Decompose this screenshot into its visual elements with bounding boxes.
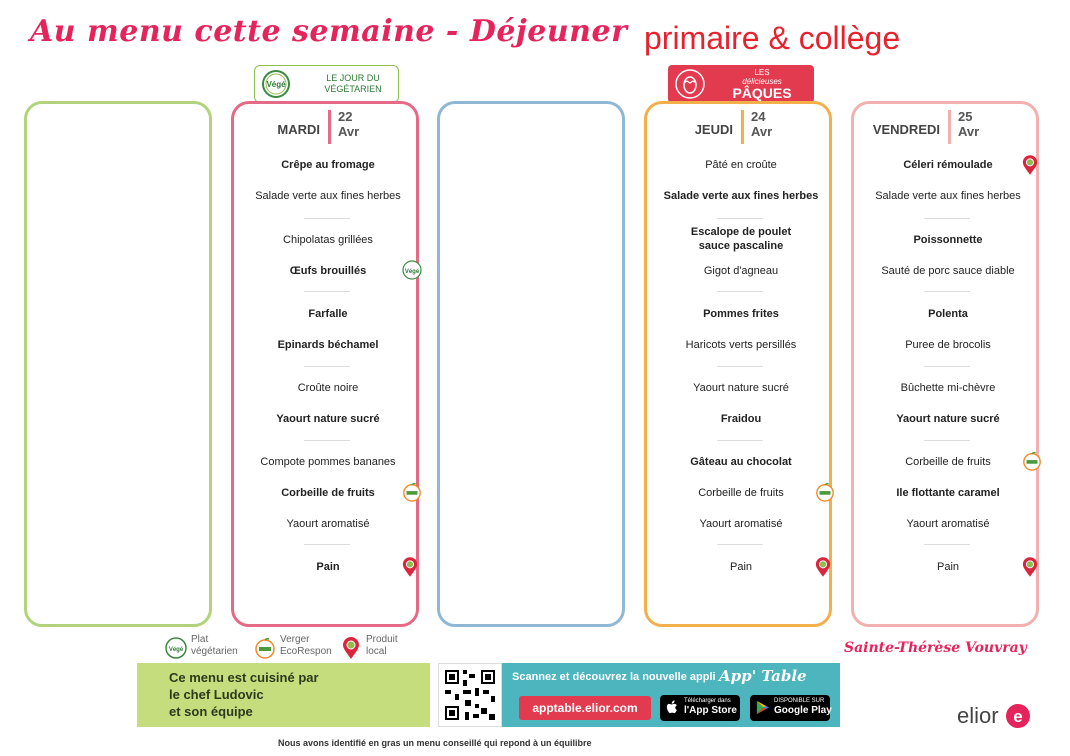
- day-name: JEUDI: [694, 122, 733, 137]
- menu-item: Céleri rémoulade: [903, 159, 993, 171]
- local-pin-icon: [815, 556, 833, 574]
- app-store-label: l'App Store: [684, 705, 737, 716]
- verger-icon: [815, 482, 833, 500]
- legend-verger-line2: EcoRespon: [280, 646, 332, 657]
- day-number: 24: [751, 109, 766, 124]
- menu-separator: [924, 440, 970, 441]
- menu-item: Bûchette mi-chèvre: [900, 382, 996, 394]
- day-divider: [328, 110, 331, 144]
- menu-item: Chipolatas grillées: [283, 234, 373, 246]
- svg-text:Végé: Végé: [404, 269, 420, 275]
- local-pin-icon: [1022, 556, 1040, 574]
- svg-text:e: e: [1012, 707, 1023, 726]
- menu-separator: [924, 366, 970, 367]
- legend-local-line2: local: [366, 646, 387, 657]
- menu-item: Pain: [729, 561, 753, 573]
- legend-vege-line1: Plat: [191, 634, 209, 645]
- day-column-2: [231, 101, 419, 627]
- menu-item: Farfalle: [308, 308, 348, 320]
- day-divider: [741, 110, 744, 144]
- menu-separator: [717, 440, 763, 441]
- day-date: [338, 109, 359, 139]
- menu-item: Pain: [316, 561, 340, 573]
- vege-logo-icon: [261, 69, 291, 99]
- vege-icon: [402, 260, 420, 278]
- easter-tab: [668, 65, 814, 103]
- menu-item: Salade verte aux fines herbes: [663, 190, 819, 202]
- vegetarian-day-line1: LE JOUR DU: [326, 73, 380, 83]
- google-play-icon: [755, 700, 770, 715]
- day-header: [234, 108, 416, 148]
- menu-item: Epinards béchamel: [277, 339, 379, 351]
- menu-item: Corbeille de fruits: [281, 487, 375, 499]
- page-subtitle: primaire & collège: [644, 20, 901, 56]
- easter-egg-icon: [674, 68, 706, 100]
- menu-item: Ile flottante caramel: [896, 487, 1000, 499]
- menu-item: Puree de brocolis: [905, 339, 991, 351]
- menu-item: Salade verte aux fines herbes: [255, 190, 401, 202]
- day-date: [751, 109, 772, 139]
- menu-item: Pâté en croûte: [705, 159, 777, 171]
- google-play-button[interactable]: [750, 695, 830, 721]
- vegetarian-day-label: [311, 73, 395, 95]
- day-month: Avr: [751, 124, 773, 139]
- day-number: 22: [338, 109, 353, 124]
- menu-item: Corbeille de fruits: [905, 456, 991, 468]
- menu-item: Yaourt nature sucré: [693, 382, 789, 394]
- day-number: 25: [958, 109, 973, 124]
- legend-verger-line1: Verger: [280, 634, 310, 645]
- legend-vege-line2: végétarien: [191, 646, 238, 657]
- chef-line2: le chef Ludovic: [169, 687, 264, 702]
- menu-item: Yaourt aromatisé: [906, 518, 990, 530]
- vegetarian-day-line2: VÉGÉTARIEN: [324, 84, 382, 94]
- menu-separator: [304, 366, 350, 367]
- day-header: [647, 108, 829, 148]
- menu-item: Salade verte aux fines herbes: [875, 190, 1021, 202]
- day-name: MARDI: [277, 122, 320, 137]
- menu-item: Fraidou: [720, 413, 762, 425]
- menu-separator: [924, 291, 970, 292]
- menu-item: Yaourt aromatisé: [699, 518, 783, 530]
- apple-icon: [665, 700, 680, 715]
- easter-line2: délicieuses: [742, 77, 782, 86]
- page-title: Au menu cette semaine - Déjeuner: [30, 14, 628, 49]
- menu-separator: [304, 440, 350, 441]
- menu-separator: [717, 366, 763, 367]
- school-signature: Sainte-Thérèse Vouvray: [844, 640, 1027, 656]
- app-banner-text: Scannez et découvrez la nouvelle appli: [512, 671, 716, 683]
- day-month: Avr: [338, 124, 360, 139]
- app-store-small: Télécharger dans: [684, 698, 731, 704]
- menu-item: Escalope de poulet sauce pascaline: [690, 226, 792, 252]
- menu-item: Gigot d'agneau: [703, 265, 779, 277]
- chef-box: [137, 663, 430, 727]
- footnote: Nous avons identifié en gras un menu conseillé qui repond à un équilibre: [278, 738, 592, 748]
- local-pin-icon: [402, 556, 420, 574]
- menu-item: Polenta: [928, 308, 968, 320]
- menu-item: Yaourt nature sucré: [276, 413, 380, 425]
- elior-e-icon: [1005, 703, 1031, 729]
- menu-item: Œufs brouillés: [289, 265, 367, 277]
- google-play-small: DISPONIBLE SUR: [774, 698, 825, 704]
- legend-local-line1: Produit: [366, 634, 398, 645]
- menu-item: Crêpe au fromage: [281, 159, 375, 171]
- menu-item: Yaourt nature sucré: [896, 413, 1000, 425]
- google-play-label: Google Play: [774, 705, 832, 716]
- vege-logo-text: Végé: [266, 80, 286, 89]
- verger-icon: [402, 482, 420, 500]
- menu-item: Pommes frites: [703, 308, 779, 320]
- menu-item: Croûte noire: [297, 382, 359, 394]
- menu-separator: [717, 218, 763, 219]
- menu-separator: [304, 218, 350, 219]
- day-month: Avr: [958, 124, 980, 139]
- qr-code[interactable]: [438, 663, 502, 727]
- day-column-5: [851, 101, 1039, 627]
- verger-icon: [254, 637, 276, 659]
- day-divider: [948, 110, 951, 144]
- svg-text:Végé: Végé: [168, 647, 184, 653]
- app-store-button[interactable]: [660, 695, 740, 721]
- elior-logo-text: elior: [957, 703, 999, 728]
- elior-logo: [957, 703, 1031, 729]
- app-url-link[interactable]: apptable.elior.com: [519, 696, 651, 720]
- local-pin-icon: [1022, 154, 1040, 172]
- easter-line3: PÂQUES: [732, 85, 792, 101]
- menu-separator: [304, 291, 350, 292]
- easter-line1: LES: [754, 68, 770, 77]
- vege-icon: [165, 637, 187, 659]
- day-column-4: [644, 101, 832, 627]
- day-column-1: [24, 101, 212, 627]
- chef-line3: et son équipe: [169, 704, 253, 719]
- menu-item: Gâteau au chocolat: [690, 456, 792, 468]
- day-column-3: [437, 101, 625, 627]
- menu-item: Pain: [936, 561, 960, 573]
- menu-item: Yaourt aromatisé: [286, 518, 370, 530]
- chef-line1: Ce menu est cuisiné par: [169, 670, 319, 685]
- app-banner: [502, 663, 840, 727]
- app-banner-brand: App' Table: [719, 667, 807, 685]
- qr-code-icon: [439, 664, 501, 726]
- local-pin-icon: [342, 636, 360, 660]
- verger-icon: [1022, 451, 1040, 469]
- menu-separator: [304, 544, 350, 545]
- menu-item: Corbeille de fruits: [698, 487, 784, 499]
- menu-separator: [924, 218, 970, 219]
- day-date: [958, 109, 979, 139]
- menu-separator: [717, 291, 763, 292]
- day-name: VENDREDI: [872, 122, 940, 137]
- menu-separator: [717, 544, 763, 545]
- menu-item: Compote pommes bananes: [260, 456, 396, 468]
- vegetarian-day-tab: [254, 65, 399, 103]
- menu-item: Haricots verts persillés: [685, 339, 797, 351]
- menu-item: Sauté de porc sauce diable: [881, 265, 1015, 277]
- menu-item: Poissonnette: [913, 234, 983, 246]
- menu-separator: [924, 544, 970, 545]
- day-header: [854, 108, 1036, 148]
